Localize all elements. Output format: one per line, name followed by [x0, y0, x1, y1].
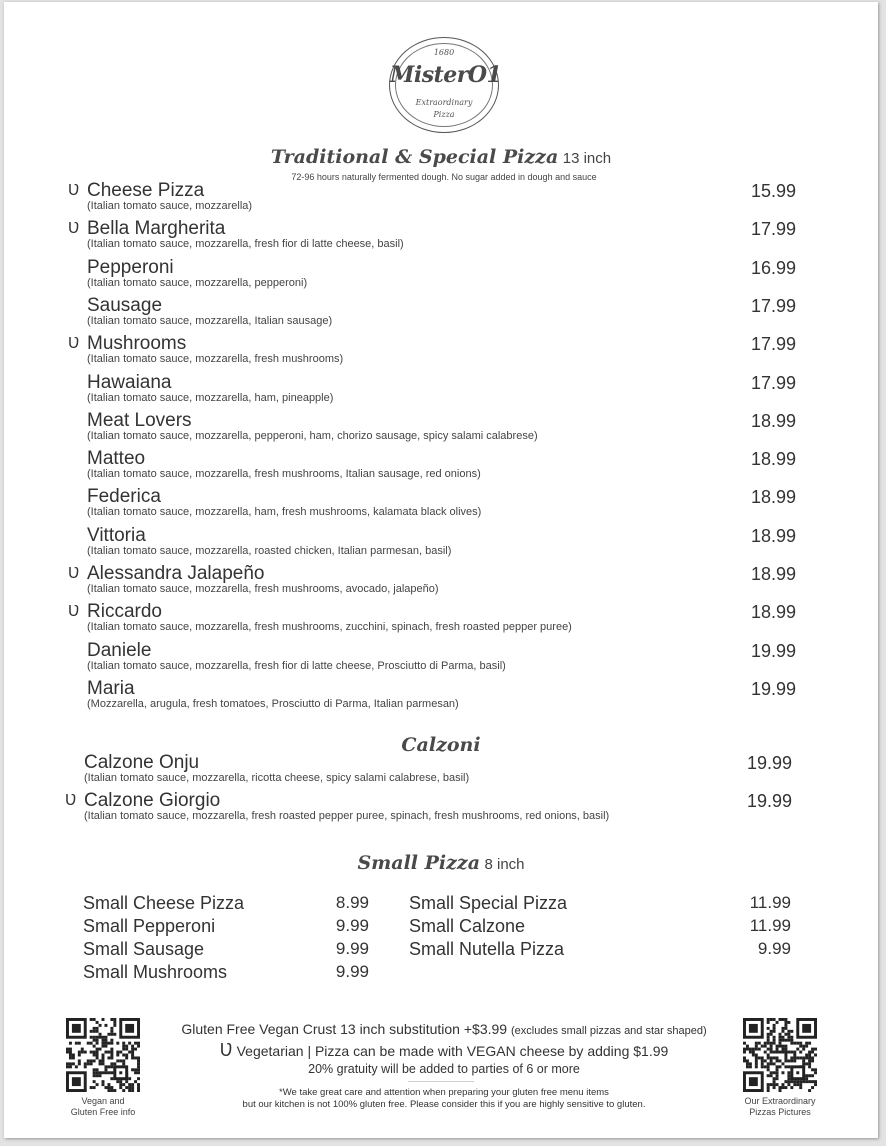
- vegetarian-leaf-icon: Ʋ: [65, 792, 77, 809]
- traditional-heading: [4, 146, 878, 168]
- small-pizza-name: Small Special Pizza: [409, 893, 568, 913]
- menu-item-name: Vittoria: [87, 524, 146, 546]
- menu-item-description: (Italian tomato sauce, mozzarella, pepperoni, ham, chorizo sausage, spicy salami calabrese): [87, 429, 538, 442]
- logo-subtitle-2: Pizza: [433, 110, 455, 119]
- menu-item-price: 18.99: [750, 449, 796, 470]
- menu-item-description: (Italian tomato sauce, mozzarella, fresh mushrooms, Italian sausage, red onions): [87, 468, 481, 481]
- menu-item-price: 18.99: [750, 487, 796, 508]
- vegetarian-leaf-icon: Ʋ: [68, 603, 80, 621]
- small-pizza-price: 11.99: [749, 916, 791, 935]
- vegan-cheese-offer: Pizza can be made with VEGAN cheese by adding $1.99: [314, 1043, 669, 1059]
- menu-item-price: 19.99: [750, 678, 796, 699]
- menu-item-name: Pepperoni: [87, 256, 174, 278]
- menu-item-description: (Italian tomato sauce, mozzarella, pepperoni): [87, 276, 308, 289]
- menu-item-price: 17.99: [750, 334, 796, 355]
- qr-left-caption-line1: Vegan and: [81, 1096, 125, 1106]
- qr-left-caption-line2: Gluten Free info: [70, 1107, 136, 1117]
- small-pizza-heading: [4, 852, 878, 874]
- menu-item-description: (Italian tomato sauce, mozzarella, ham, fresh mushrooms, kalamata black olives): [87, 506, 482, 519]
- small-pizza-price: 8.99: [335, 893, 369, 912]
- menu-item-description: (Mozzarella, arugula, fresh tomatoes, Prosciutto di Parma, Italian parmesan): [87, 697, 459, 710]
- logo-name: MisterO1: [390, 62, 502, 88]
- separator: |: [307, 1043, 312, 1059]
- qr-right-caption-line2: Pizzas Pictures: [749, 1107, 811, 1117]
- menu-item-price: 18.99: [750, 564, 796, 584]
- menu-item-name: Maria: [87, 677, 135, 699]
- small-pizza-name: Small Mushrooms: [83, 962, 228, 982]
- menu-item-description: (Italian tomato sauce, mozzarella, fresh mushrooms, avocado, jalapeño): [87, 583, 439, 595]
- footer-divider: [408, 1081, 474, 1082]
- vegetarian-leaf-icon: Ʋ: [68, 220, 80, 238]
- menu-item-price: 17.99: [750, 219, 796, 240]
- menu-item-name: Federica: [87, 486, 161, 508]
- qr-right-caption-line1: Our Extraordinary: [744, 1096, 816, 1106]
- logo-subtitle: Extraordinary: [415, 98, 473, 107]
- gratuity-note: 20% gratuity will be added to parties of 6 or more: [308, 1062, 580, 1076]
- small-pizza-size: 8 inch: [484, 856, 525, 873]
- menu-item-name: Mushrooms: [87, 333, 187, 355]
- small-pizza-name: Small Sausage: [83, 939, 205, 959]
- menu-item-description: (Italian tomato sauce, mozzarella, fresh fior di latte cheese, Prosciutto di Parma, basil): [87, 659, 506, 672]
- logo-year: 1680: [433, 48, 455, 57]
- menu-item-description: (Italian tomato sauce, mozzarella, fresh fior di latte cheese, basil): [87, 238, 404, 251]
- brand-logo: [389, 37, 502, 133]
- menu-item-price: 15.99: [750, 181, 796, 201]
- small-pizza-name: Small Cheese Pizza: [83, 893, 245, 913]
- menu-page: [4, 2, 878, 1138]
- small-pizza-title: Small Pizza: [357, 852, 481, 874]
- small-pizza-price: 11.99: [749, 893, 791, 912]
- menu-item-name: Daniele: [87, 639, 152, 661]
- small-pizza-price: 9.99: [335, 939, 369, 958]
- menu-item-name: Alessandra Jalapeño: [87, 563, 265, 584]
- menu-item-description: (Italian tomato sauce, mozzarella): [87, 200, 253, 212]
- qr-code-pizza-pictures[interactable]: [743, 1018, 817, 1092]
- small-pizza-price: 9.99: [335, 962, 369, 981]
- menu-item-name: Calzone Onju: [84, 752, 200, 773]
- menu-item-price: 18.99: [750, 410, 796, 431]
- qr-code-vegan-gluten-free[interactable]: [66, 1018, 140, 1092]
- vegetarian-label: Vegetarian: [236, 1043, 304, 1059]
- menu-item-price: 17.99: [750, 372, 796, 393]
- menu-item-price: 18.99: [750, 602, 796, 623]
- menu-item-name: Riccardo: [87, 601, 162, 623]
- vegetarian-leaf-icon: Ʋ: [68, 335, 80, 353]
- menu-item-description: (Italian tomato sauce, mozzarella, ham, pineapple): [87, 391, 334, 404]
- menu-item-price: 16.99: [750, 257, 796, 278]
- menu-item-name: Sausage: [87, 294, 163, 316]
- menu-item-name: Meat Lovers: [87, 409, 192, 431]
- calzoni-title: Calzoni: [401, 734, 481, 756]
- menu-item-description: (Italian tomato sauce, mozzarella, roasted chicken, Italian parmesan, basil): [87, 544, 452, 557]
- small-pizza-name: Small Calzone: [409, 916, 526, 936]
- small-pizza-name: Small Nutella Pizza: [409, 939, 565, 959]
- menu-item-description: (Italian tomato sauce, mozzarella, ricotta cheese, spicy salami calabrese, basil): [84, 772, 470, 784]
- qr-left-caption: [55, 1096, 151, 1118]
- menu-item-price: 19.99: [750, 640, 796, 661]
- small-pizza-price: 9.99: [335, 916, 369, 935]
- small-pizza-name: Small Pepperoni: [83, 916, 216, 936]
- menu-item-description: (Italian tomato sauce, mozzarella, fresh mushrooms): [87, 353, 344, 366]
- vegetarian-leaf-icon: Ʋ: [68, 182, 80, 199]
- traditional-size: 13 inch: [562, 150, 612, 167]
- traditional-title: Traditional & Special Pizza: [270, 146, 559, 168]
- menu-item-description: (Italian tomato sauce, mozzarella, fresh roasted pepper puree, spinach, fresh mushrooms, red onions, basil): [84, 810, 610, 822]
- qr-right-caption: [732, 1096, 828, 1118]
- menu-item-name: Matteo: [87, 448, 146, 470]
- gluten-disclaimer-1: *We take great care and attention when preparing your gluten free menu items: [279, 1087, 609, 1098]
- menu-item-description: (Italian tomato sauce, mozzarella, fresh mushrooms, zucchini, spinach, fresh roasted pepper puree): [87, 621, 572, 634]
- gluten-free-offer: Gluten Free Vegan Crust 13 inch substitution +$3.99: [181, 1021, 508, 1037]
- menu-item-name: Cheese Pizza: [87, 180, 205, 201]
- vegetarian-leaf-icon: Ʋ: [68, 565, 80, 582]
- gluten-free-line: [144, 1021, 744, 1037]
- traditional-tagline: 72-96 hours naturally fermented dough. No sugar added in dough and sauce: [291, 172, 597, 182]
- gluten-disclaimer-2: but our kitchen is not 100% gluten free. Please consider this if you are highly sensitive to gluten.: [242, 1099, 646, 1110]
- menu-item-price: 19.99: [746, 753, 792, 773]
- menu-item-description: (Italian tomato sauce, mozzarella, Italian sausage): [87, 314, 333, 327]
- menu-item-name: Bella Margherita: [87, 218, 226, 240]
- small-pizza-price: 9.99: [757, 939, 791, 958]
- menu-item-price: 17.99: [750, 295, 796, 316]
- menu-item-price: 18.99: [750, 525, 796, 546]
- menu-item-name: Calzone Giorgio: [84, 790, 221, 811]
- gluten-free-note: (excludes small pizzas and star shaped): [510, 1025, 707, 1037]
- menu-item-name: Hawaiana: [87, 371, 172, 393]
- vegan-line: [144, 1040, 744, 1061]
- vegetarian-leaf-icon: Ʋ: [219, 1040, 233, 1060]
- menu-item-price: 19.99: [746, 791, 792, 811]
